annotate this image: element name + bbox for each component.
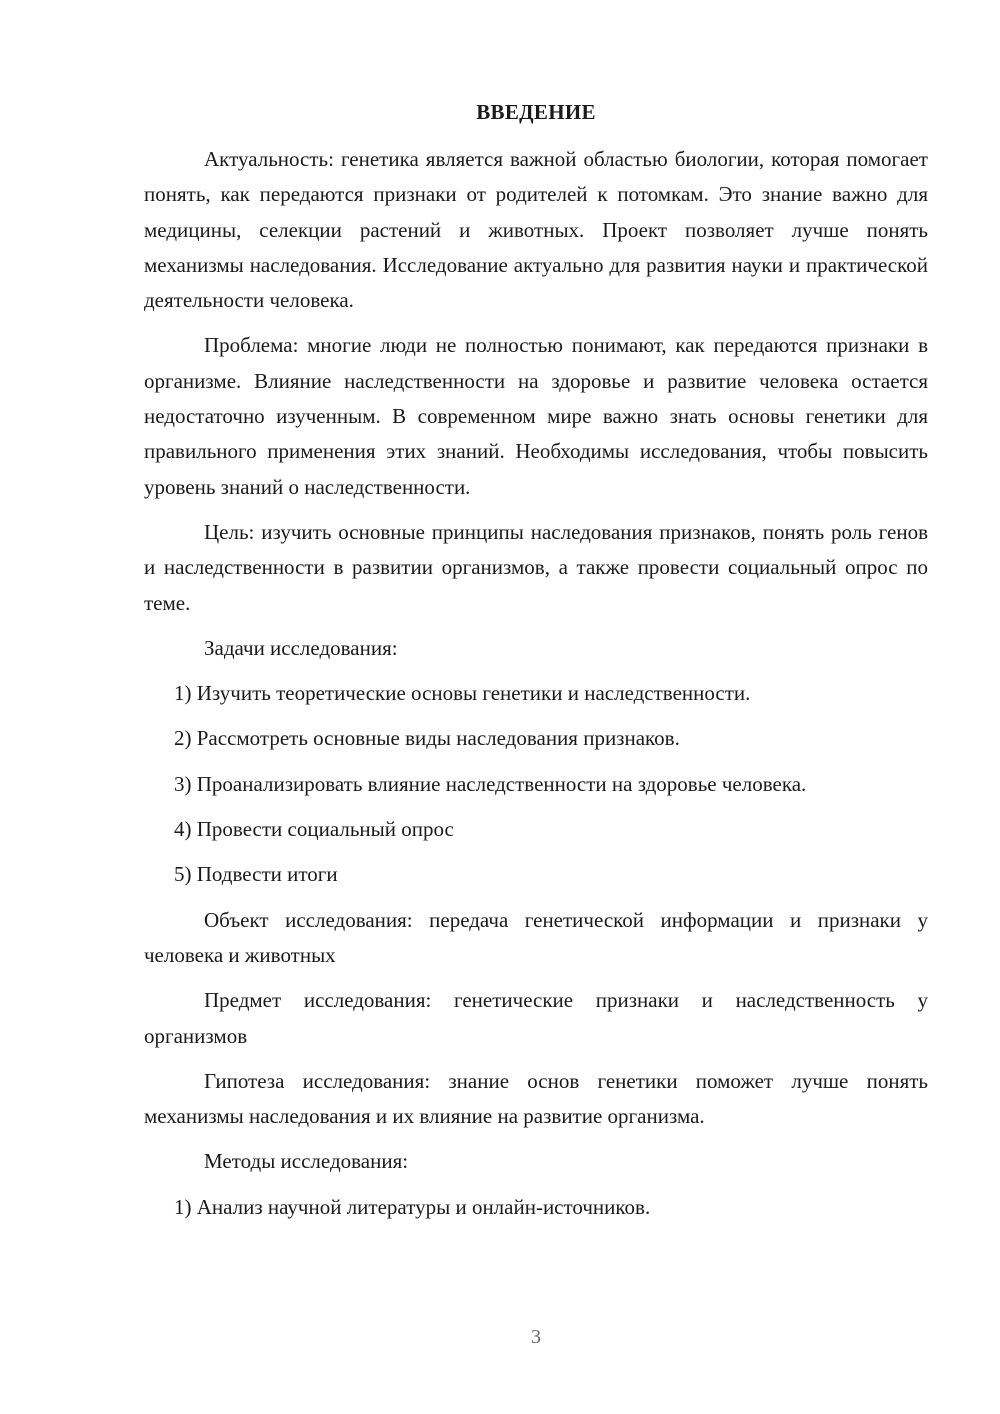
- document-page: [144, 94, 928, 1235]
- paragraph-hypothesis: Гипотеза исследования: знание основ генетики поможет лучше понять механизмы наследования и их влияние на развитие организма.: [144, 1068, 928, 1129]
- method-item-1: 1) Анализ научной литературы и онлайн-источников.: [174, 1194, 651, 1219]
- task-item-4: 4) Провести социальный опрос: [174, 817, 454, 842]
- task-item-1: 1) Изучить теоретические основы генетики и наследственности.: [174, 681, 751, 706]
- task-item-2: 2) Рассмотреть основные виды наследования признаков.: [174, 726, 680, 751]
- page-title: ВВЕДЕНИЕ: [476, 100, 596, 124]
- paragraph-goal: Цель: изучить основные принципы наследования признаков, понять роль генов и наследственности в развитии организмов, а также провести социальный опрос по теме.: [144, 519, 928, 615]
- page-number: 3: [531, 1326, 541, 1348]
- tasks-heading: Задачи исследования:: [204, 635, 398, 660]
- task-item-5: 5) Подвести итоги: [174, 862, 338, 887]
- paragraph-subject: Предмет исследования: генетические признаки и наследственность у организмов: [144, 988, 928, 1048]
- paragraph-relevance: Актуальность: генетика является важной областью биологии, которая помогает понять, как передаются признаки от родителей к потомкам. Это знание важно для медицины, селекции растений и животных. Проект позволяет лучше понять механизмы наследования. Исследование актуально для развития науки и практической деятельности человека.: [144, 147, 928, 313]
- task-item-3: 3) Проанализировать влияние наследственности на здоровье человека.: [174, 771, 807, 796]
- paragraph-object: Объект исследования: передача генетической информации и признаки у человека и животных: [144, 907, 928, 967]
- methods-heading: Методы исследования:: [204, 1149, 409, 1174]
- paragraph-problem: Проблема: многие люди не полностью понимают, как передаются признаки в организме. Влияние наследственности на здоровье и развитие человека остается недостаточно изученным. В современном мире важно знать основы генетики для правильного применения этих знаний. Необходимы исследования, чтобы повысить уровень знаний о наследственности.: [144, 333, 928, 499]
